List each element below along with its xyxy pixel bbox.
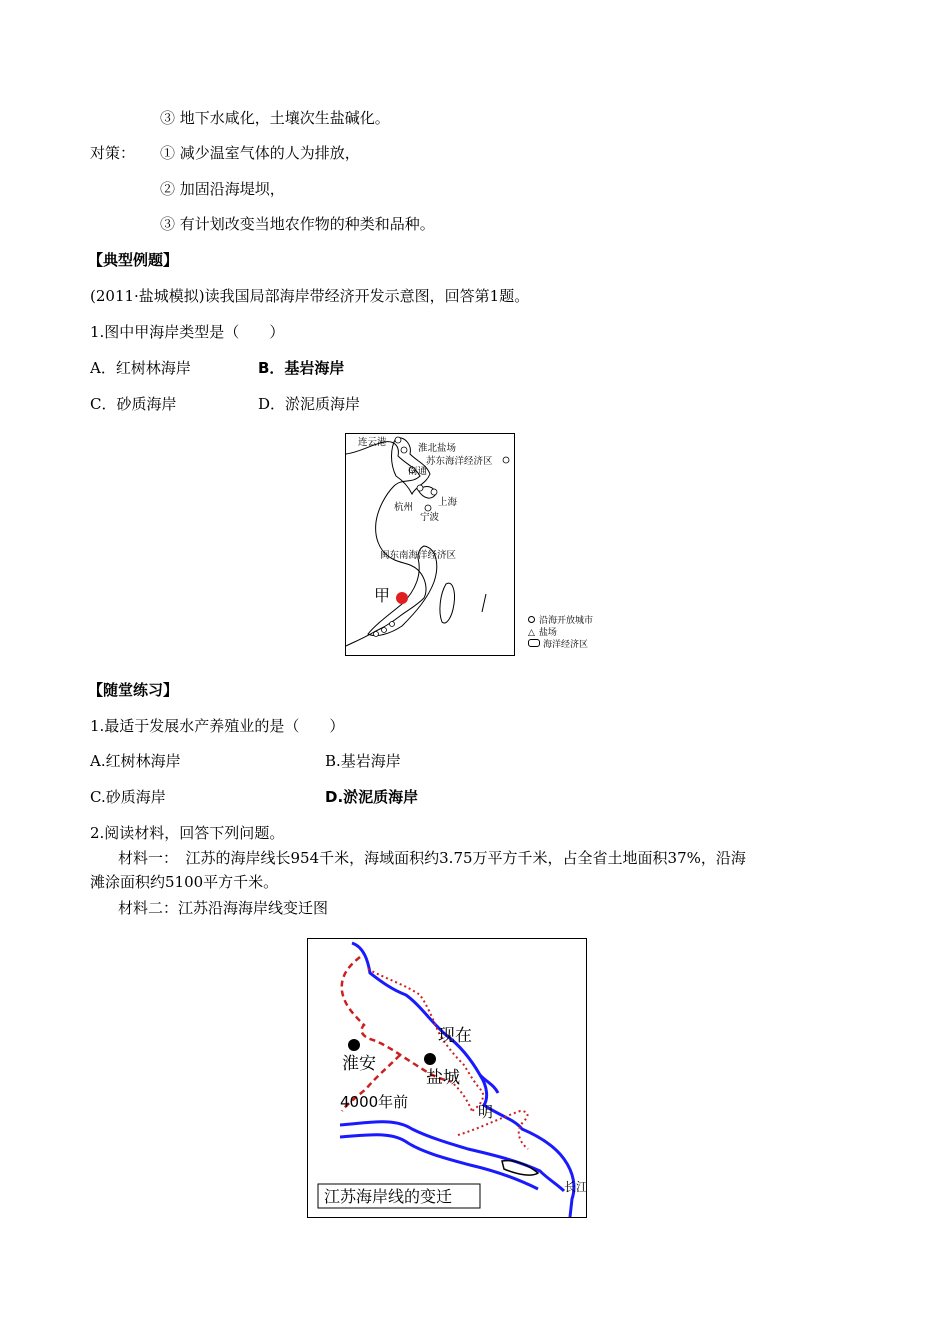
jiangsu-coastline-map: [307, 938, 587, 1218]
example-question: 1.图中甲海岸类型是（ ）: [90, 323, 285, 341]
map-legend: [528, 615, 628, 657]
huaian-dot: [348, 1039, 360, 1051]
label-ming: 明: [478, 1103, 494, 1121]
label-huaibei: 淮北盐场: [418, 443, 457, 454]
label-shanghai: 上海: [438, 497, 458, 508]
consequence-3: ③ 地下水咸化，土壤次生盐碱化。: [160, 109, 390, 127]
map-caption: 江苏海岸线的变迁: [324, 1187, 453, 1206]
label-jia: 甲: [374, 586, 391, 605]
label-nantong: 南通: [408, 466, 428, 477]
practice-q1: 1.最适于发展水产养殖业的是（ ）: [90, 717, 345, 735]
example-option-b: B．基岩海岸: [258, 359, 345, 377]
example-source: (2011·盐城模拟)读我国局部海岸带经济开发示意图，回答第1题。: [90, 287, 530, 305]
example-heading: 【典型例题】: [88, 251, 179, 269]
label-changjiang: 长江: [564, 1180, 586, 1194]
label-lianyungang: 连云港: [358, 437, 387, 448]
measure-1: ① 减少温室气体的人为排放，: [160, 144, 360, 162]
practice-option-d: D.淤泥质海岸: [325, 788, 419, 806]
label-mindong: 闽东南海洋经济区: [380, 550, 457, 561]
legend-salt: △ 盐场: [528, 628, 557, 638]
example-option-d: D．淤泥质海岸: [258, 395, 361, 413]
label-4000-years-ago: 4000年前: [340, 1093, 409, 1111]
label-yancheng: 盐城: [426, 1068, 460, 1088]
label-huaian: 淮安: [342, 1054, 376, 1074]
practice-option-c: C.砂质海岸: [90, 788, 166, 806]
city-icon: [528, 616, 535, 623]
material-1-line1: 材料一： 江苏的海岸线长954千米，海域面积约3.75万平方千米，占全省土地面积37%，沿海: [118, 849, 746, 867]
example-option-c: C．砂质海岸: [90, 395, 177, 413]
jia-marker: [396, 592, 408, 604]
material-2: 材料二：江苏沿海海岸线变迁图: [118, 899, 329, 917]
label-sudong: 苏东海洋经济区: [426, 456, 493, 467]
yancheng-dot: [424, 1053, 436, 1065]
label-hangzhou: 杭州: [394, 502, 414, 513]
material-1-line2: 滩涂面积约5100平方千米。: [90, 873, 279, 891]
legend-zone: 海洋经济区: [528, 639, 628, 651]
measures-label: 对策：: [90, 144, 136, 162]
practice-option-b: B.基岩海岸: [325, 752, 401, 770]
label-ningbo: 宁波: [420, 512, 440, 523]
salt-field-icon: △: [528, 628, 535, 638]
practice-option-a: A.红树林海岸: [90, 752, 181, 770]
example-option-a: A．红树林海岸: [90, 359, 191, 377]
coastal-economy-map: [345, 433, 515, 656]
legend-city: 沿海开放城市: [528, 615, 628, 627]
measure-2: ② 加固沿海堤坝，: [160, 180, 285, 198]
measure-3: ③ 有计划改变当地农作物的种类和品种。: [160, 215, 435, 233]
practice-q2: 2.阅读材料，回答下列问题。: [90, 824, 285, 842]
label-present: 现在: [438, 1026, 472, 1046]
practice-heading: 【随堂练习】: [88, 681, 179, 699]
zone-icon: [528, 639, 540, 647]
